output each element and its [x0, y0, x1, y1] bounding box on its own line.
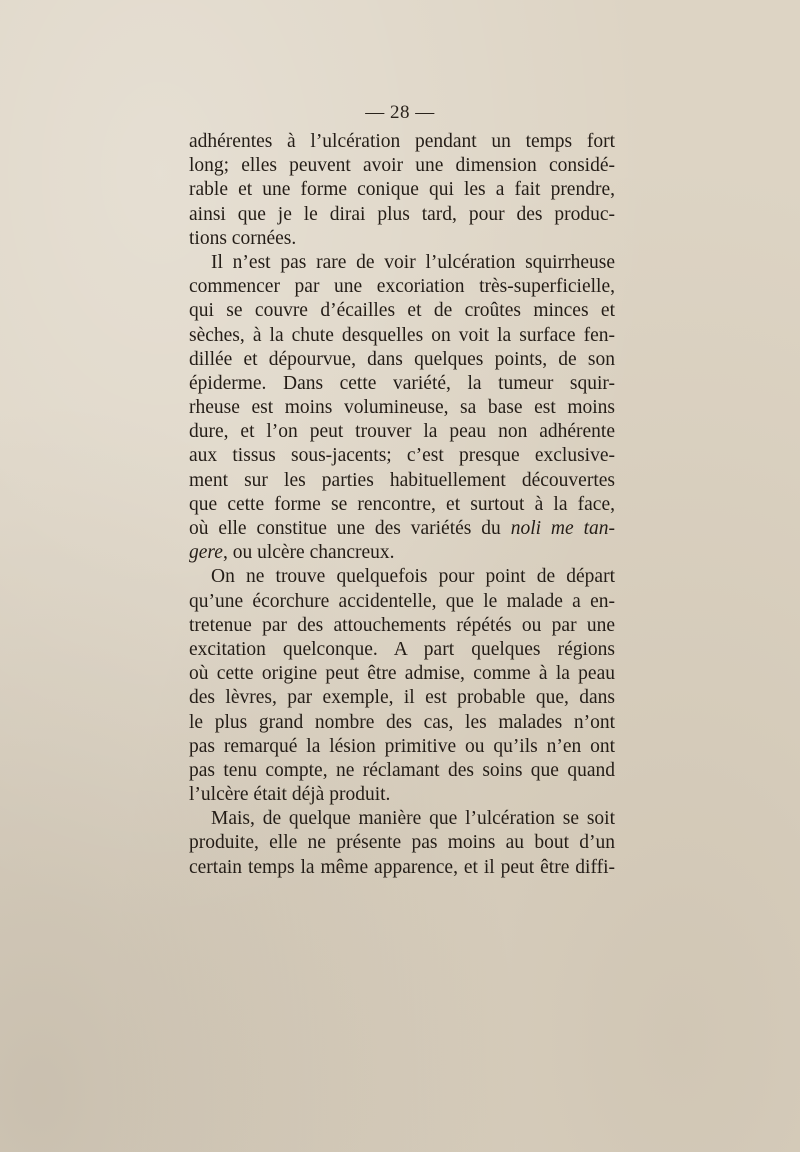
text-line: rheuse est moins volumineuse, sa base est moins	[189, 397, 615, 419]
text-line-with-italic	[189, 517, 615, 541]
text-line: des lèvres, par exemple, il est probable que, dans	[189, 687, 615, 709]
italic-phrase: gere	[189, 542, 223, 564]
text-run: , ou ulcère chancreux.	[222, 542, 395, 564]
text-line: dure, et l’on peut trouver la peau non adhérente	[189, 421, 615, 443]
text-line: pas tenu compte, ne réclamant des soins que quand	[189, 759, 615, 781]
text-line: ment sur les parties habituellement découvertes	[189, 469, 615, 491]
text-line: pas remarqué la lésion primitive ou qu’ils n’en ont	[189, 735, 615, 757]
text-line: aux tissus sous-jacents; c’est presque exclusive-	[189, 445, 615, 467]
text-line: qu’une écorchure accidentelle, que le malade a en-	[189, 590, 615, 612]
text-line: long; elles peuvent avoir une dimension considé-	[189, 155, 615, 177]
paragraph-2	[189, 251, 615, 565]
text-run: où elle constitue une des variétés du	[189, 518, 511, 539]
page-number: — 28 —	[365, 102, 435, 123]
text-line-with-italic	[189, 541, 615, 565]
text-line: adhérentes à l’ulcération pendant un temps fort	[189, 131, 615, 152]
text-line: où cette origine peut être admise, comme à la peau	[189, 663, 615, 685]
paragraph-3	[189, 565, 615, 807]
text-line: On ne trouve quelquefois pour point de départ	[211, 566, 615, 588]
text-line: produite, elle ne présente pas moins au bout d’un	[189, 832, 615, 854]
body-text	[189, 130, 615, 880]
paragraph-4	[189, 807, 615, 880]
text-line: le plus grand nombre des cas, les malades n’ont	[189, 711, 615, 733]
text-line: dillée et dépourvue, dans quelques points, de son	[189, 348, 615, 370]
text-line: Il n’est pas rare de voir l’ulcération squirrheuse	[211, 251, 615, 273]
text-line: tretenue par des attouchements répétés ou par une	[189, 614, 615, 636]
italic-phrase: noli me tan-	[510, 518, 615, 539]
text-line: tions cornées.	[189, 227, 297, 249]
text-line: Mais, de quelque manière que l’ulcération se soit	[211, 808, 615, 830]
text-line: ainsi que je le dirai plus tard, pour des produc-	[189, 203, 615, 225]
text-line: rable et une forme conique qui les a fait prendre,	[189, 179, 615, 201]
text-line: commencer par une excoriation très-superficielle,	[189, 276, 615, 298]
text-line: l’ulcère était déjà produit.	[189, 784, 391, 806]
text-line: qui se couvre d’écailles et de croûtes minces et	[189, 300, 615, 322]
text-line: que cette forme se rencontre, et surtout à la face,	[189, 493, 615, 515]
text-line: certain temps la même apparence, et il peut être diffi-	[189, 856, 615, 878]
text-line: sèches, à la chute desquelles on voit la surface fen-	[189, 324, 615, 346]
text-line: épiderme. Dans cette variété, la tumeur squir-	[189, 372, 615, 394]
paragraph-1	[189, 130, 615, 251]
text-line: excitation quelconque. A part quelques régions	[189, 638, 615, 660]
